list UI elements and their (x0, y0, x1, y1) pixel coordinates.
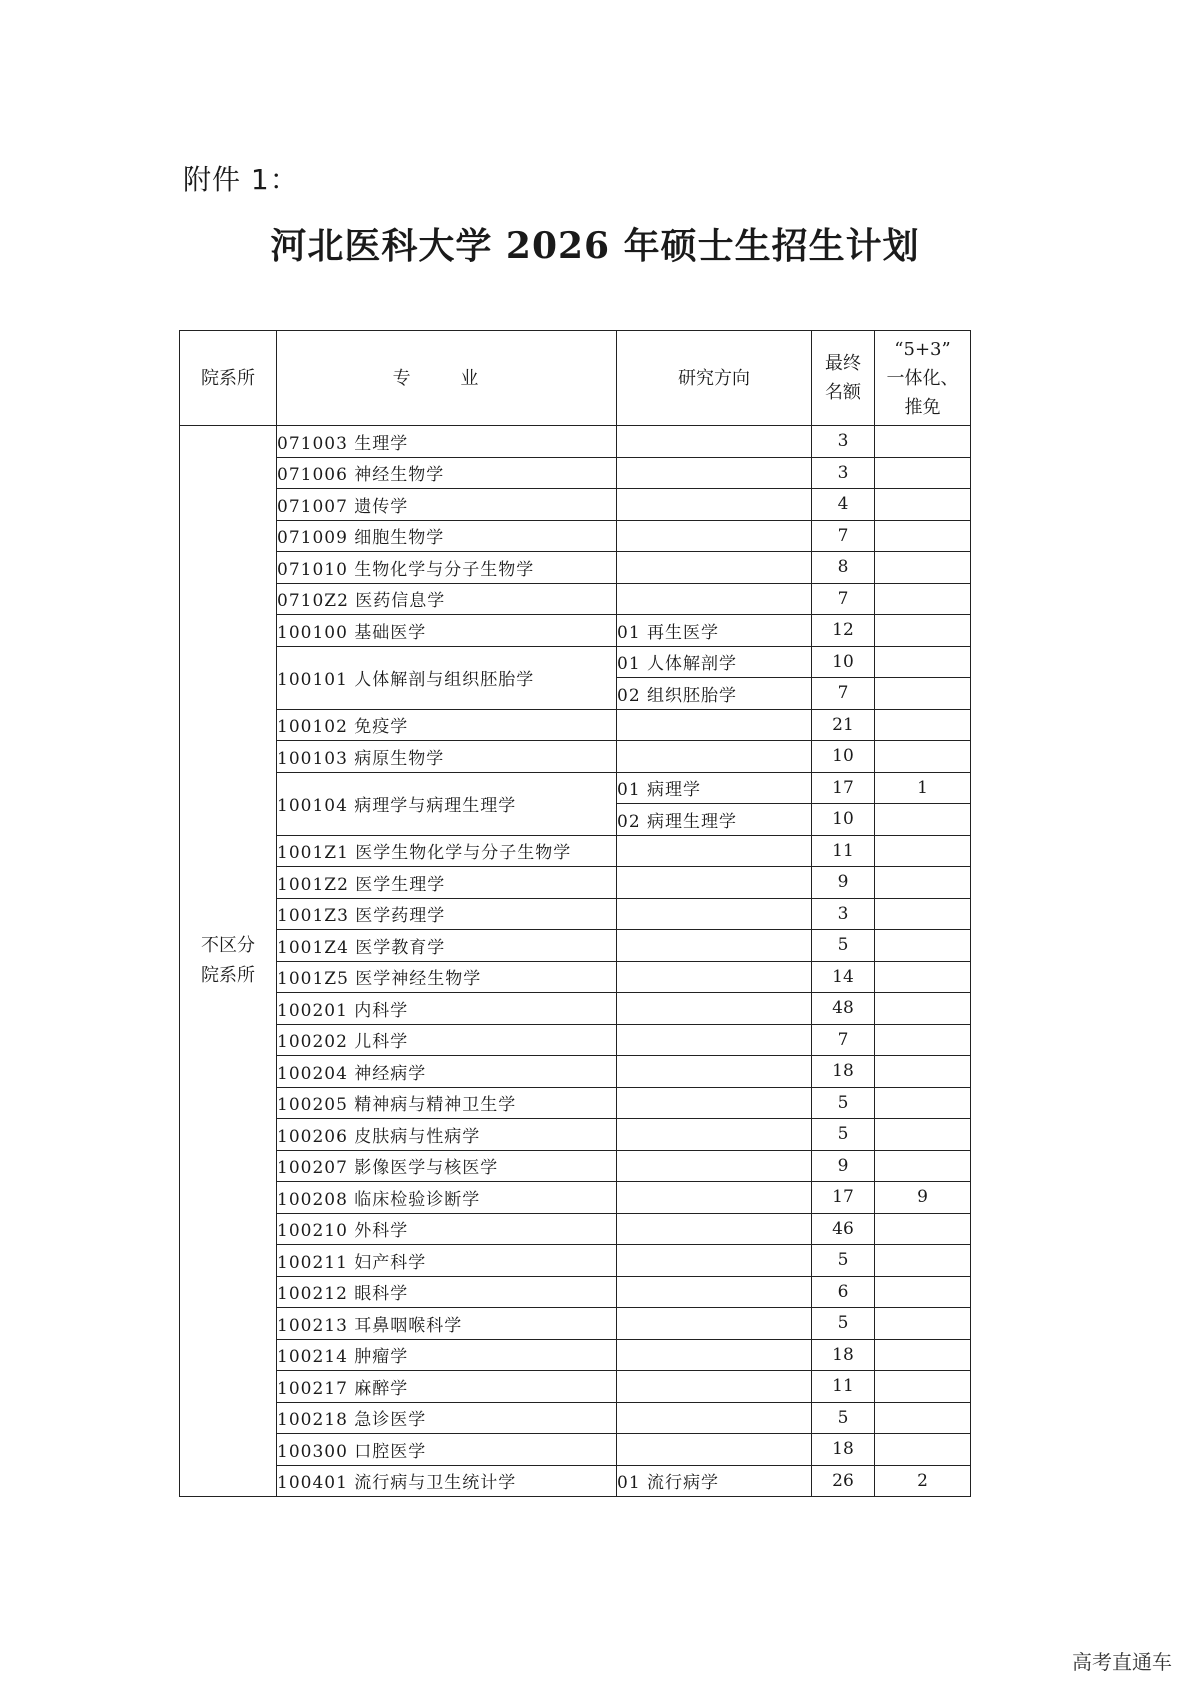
direction-cell: 01 病理学 (617, 772, 812, 804)
direction-cell (617, 867, 812, 899)
table-row (180, 552, 971, 584)
direct-admission-cell (875, 930, 971, 962)
quota-cell: 8 (812, 552, 875, 584)
major-cell: 100214 肿瘤学 (277, 1339, 617, 1371)
quota-cell: 5 (812, 1087, 875, 1119)
table-row (180, 1150, 971, 1182)
table-row (180, 646, 971, 678)
table-row (180, 1182, 971, 1214)
direct-admission-cell (875, 457, 971, 489)
direction-cell (617, 961, 812, 993)
direction-cell (617, 993, 812, 1025)
direct-admission-cell (875, 1024, 971, 1056)
direct-admission-cell (875, 1276, 971, 1308)
header-major (277, 331, 617, 426)
major-cell: 1001Z2 医学生理学 (277, 867, 617, 899)
direction-cell (617, 426, 812, 458)
quota-cell: 10 (812, 804, 875, 836)
major-cell: 071003 生理学 (277, 426, 617, 458)
major-cell: 100100 基础医学 (277, 615, 617, 647)
major-cell: 071009 细胞生物学 (277, 520, 617, 552)
quota-cell: 7 (812, 1024, 875, 1056)
header-quota-line1: 最终 (825, 353, 861, 374)
direct-admission-cell (875, 1213, 971, 1245)
department-cell (180, 426, 277, 1497)
direct-admission-cell (875, 1150, 971, 1182)
table-row (180, 1339, 971, 1371)
quota-cell: 9 (812, 867, 875, 899)
major-cell: 1001Z4 医学教育学 (277, 930, 617, 962)
quota-cell: 5 (812, 1402, 875, 1434)
direct-admission-cell (875, 1087, 971, 1119)
direct-admission-cell (875, 520, 971, 552)
table-row (180, 1402, 971, 1434)
table-row (180, 615, 971, 647)
quota-cell: 5 (812, 1245, 875, 1277)
major-cell: 100103 病原生物学 (277, 741, 617, 773)
header-direct (875, 331, 971, 426)
quota-cell: 11 (812, 1371, 875, 1403)
header-major-label: 专 业 (392, 367, 501, 389)
quota-cell: 17 (812, 772, 875, 804)
direct-admission-cell (875, 898, 971, 930)
header-quota (812, 331, 875, 426)
direction-cell (617, 1024, 812, 1056)
table-row (180, 520, 971, 552)
direction-cell: 01 再生医学 (617, 615, 812, 647)
table-row (180, 489, 971, 521)
quota-cell: 48 (812, 993, 875, 1025)
direction-cell (617, 1339, 812, 1371)
direct-admission-cell (875, 583, 971, 615)
direct-admission-cell (875, 489, 971, 521)
direct-admission-cell (875, 741, 971, 773)
major-cell: 1001Z3 医学药理学 (277, 898, 617, 930)
direction-cell (617, 709, 812, 741)
table-row (180, 1434, 971, 1466)
quota-cell: 7 (812, 583, 875, 615)
major-cell: 100401 流行病与卫生统计学 (277, 1465, 617, 1497)
direct-admission-cell (875, 993, 971, 1025)
direction-cell (617, 520, 812, 552)
quota-cell: 12 (812, 615, 875, 647)
quota-cell: 7 (812, 678, 875, 710)
table-row (180, 930, 971, 962)
header-direct-line2: 一体化、 (886, 367, 959, 389)
table-row (180, 867, 971, 899)
major-cell: 0710Z2 医药信息学 (277, 583, 617, 615)
direction-cell: 01 流行病学 (617, 1465, 812, 1497)
attachment-label: 附件 1： (183, 163, 299, 196)
table-row (180, 1056, 971, 1088)
header-direct-line1: “5+3” (894, 338, 951, 360)
major-cell: 071010 生物化学与分子生物学 (277, 552, 617, 584)
quota-cell: 5 (812, 930, 875, 962)
direct-admission-cell (875, 835, 971, 867)
quota-cell: 5 (812, 1308, 875, 1340)
quota-cell: 6 (812, 1276, 875, 1308)
direct-admission-cell (875, 426, 971, 458)
quota-cell: 3 (812, 898, 875, 930)
direct-admission-cell: 1 (875, 772, 971, 804)
direct-admission-cell (875, 709, 971, 741)
direction-cell (617, 1402, 812, 1434)
major-cell: 071006 神经生物学 (277, 457, 617, 489)
table-row (180, 1276, 971, 1308)
major-cell: 100213 耳鼻咽喉科学 (277, 1308, 617, 1340)
major-cell: 100206 皮肤病与性病学 (277, 1119, 617, 1151)
department-line2: 院系所 (201, 965, 255, 986)
table-row (180, 583, 971, 615)
direct-admission-cell (875, 646, 971, 678)
quota-cell: 3 (812, 457, 875, 489)
table-row (180, 1087, 971, 1119)
table-row (180, 709, 971, 741)
direct-admission-cell: 2 (875, 1465, 971, 1497)
direction-cell (617, 552, 812, 584)
header-quota-line2: 名额 (825, 382, 861, 403)
direction-cell (617, 1434, 812, 1466)
direction-cell (617, 1371, 812, 1403)
quota-cell: 5 (812, 1119, 875, 1151)
direction-cell (617, 930, 812, 962)
quota-cell: 18 (812, 1434, 875, 1466)
quota-cell: 18 (812, 1056, 875, 1088)
quota-cell: 46 (812, 1213, 875, 1245)
direct-admission-cell (875, 1056, 971, 1088)
major-cell: 100300 口腔医学 (277, 1434, 617, 1466)
direction-cell (617, 1308, 812, 1340)
direction-cell: 01 人体解剖学 (617, 646, 812, 678)
direct-admission-cell (875, 1434, 971, 1466)
direct-admission-cell (875, 615, 971, 647)
enrollment-plan-table (179, 330, 971, 1497)
quota-cell: 17 (812, 1182, 875, 1214)
direct-admission-cell (875, 1119, 971, 1151)
direct-admission-cell (875, 1402, 971, 1434)
direction-cell (617, 489, 812, 521)
quota-cell: 3 (812, 426, 875, 458)
table-row (180, 426, 971, 458)
direct-admission-cell: 9 (875, 1182, 971, 1214)
direct-admission-cell (875, 1308, 971, 1340)
direct-admission-cell (875, 1339, 971, 1371)
watermark: 高考直通车 (1072, 1650, 1172, 1674)
direction-cell (617, 1182, 812, 1214)
direct-admission-cell (875, 867, 971, 899)
direction-cell (617, 1150, 812, 1182)
major-cell: 1001Z5 医学神经生物学 (277, 961, 617, 993)
quota-cell: 14 (812, 961, 875, 993)
table-row (180, 1213, 971, 1245)
major-cell: 100205 精神病与精神卫生学 (277, 1087, 617, 1119)
document-title: 河北医科大学 2026 年硕士生招生计划 (270, 225, 920, 267)
quota-cell: 26 (812, 1465, 875, 1497)
quota-cell: 7 (812, 520, 875, 552)
direction-cell (617, 1276, 812, 1308)
major-cell: 100204 神经病学 (277, 1056, 617, 1088)
quota-cell: 18 (812, 1339, 875, 1371)
quota-cell: 4 (812, 489, 875, 521)
table-row (180, 993, 971, 1025)
direct-admission-cell (875, 1245, 971, 1277)
table-row (180, 1245, 971, 1277)
major-cell: 100217 麻醉学 (277, 1371, 617, 1403)
direction-cell: 02 病理生理学 (617, 804, 812, 836)
table-header-row (180, 331, 971, 426)
major-cell: 100208 临床检验诊断学 (277, 1182, 617, 1214)
major-cell: 071007 遗传学 (277, 489, 617, 521)
table-row (180, 1308, 971, 1340)
major-cell: 100211 妇产科学 (277, 1245, 617, 1277)
quota-cell: 10 (812, 741, 875, 773)
direct-admission-cell (875, 1371, 971, 1403)
table-row (180, 1119, 971, 1151)
major-cell: 1001Z1 医学生物化学与分子生物学 (277, 835, 617, 867)
table-row (180, 772, 971, 804)
direction-cell (617, 583, 812, 615)
direct-admission-cell (875, 678, 971, 710)
major-cell: 100102 免疫学 (277, 709, 617, 741)
direct-admission-cell (875, 804, 971, 836)
table-row (180, 457, 971, 489)
header-direct-line3: 推免 (904, 396, 941, 418)
major-cell: 100218 急诊医学 (277, 1402, 617, 1434)
table-row (180, 1024, 971, 1056)
table-row (180, 1371, 971, 1403)
major-cell: 100212 眼科学 (277, 1276, 617, 1308)
table-row (180, 898, 971, 930)
table-row (180, 835, 971, 867)
major-cell: 100207 影像医学与核医学 (277, 1150, 617, 1182)
direct-admission-cell (875, 961, 971, 993)
major-cell: 100202 儿科学 (277, 1024, 617, 1056)
quota-cell: 9 (812, 1150, 875, 1182)
direction-cell (617, 741, 812, 773)
department-line1: 不区分 (201, 935, 255, 956)
table-row (180, 741, 971, 773)
major-cell: 100210 外科学 (277, 1213, 617, 1245)
major-cell: 100101 人体解剖与组织胚胎学 (277, 646, 617, 709)
table-row (180, 961, 971, 993)
direction-cell (617, 1245, 812, 1277)
header-department: 院系所 (180, 331, 277, 426)
quota-cell: 11 (812, 835, 875, 867)
direction-cell (617, 1119, 812, 1151)
direction-cell (617, 898, 812, 930)
quota-cell: 21 (812, 709, 875, 741)
major-cell: 100201 内科学 (277, 993, 617, 1025)
direction-cell (617, 457, 812, 489)
direction-cell (617, 1056, 812, 1088)
quota-cell: 10 (812, 646, 875, 678)
header-direction: 研究方向 (617, 331, 812, 426)
direction-cell (617, 1087, 812, 1119)
major-cell: 100104 病理学与病理生理学 (277, 772, 617, 835)
table-row (180, 1465, 971, 1497)
direction-cell (617, 835, 812, 867)
direct-admission-cell (875, 552, 971, 584)
table-body (180, 426, 971, 1497)
direction-cell: 02 组织胚胎学 (617, 678, 812, 710)
direction-cell (617, 1213, 812, 1245)
